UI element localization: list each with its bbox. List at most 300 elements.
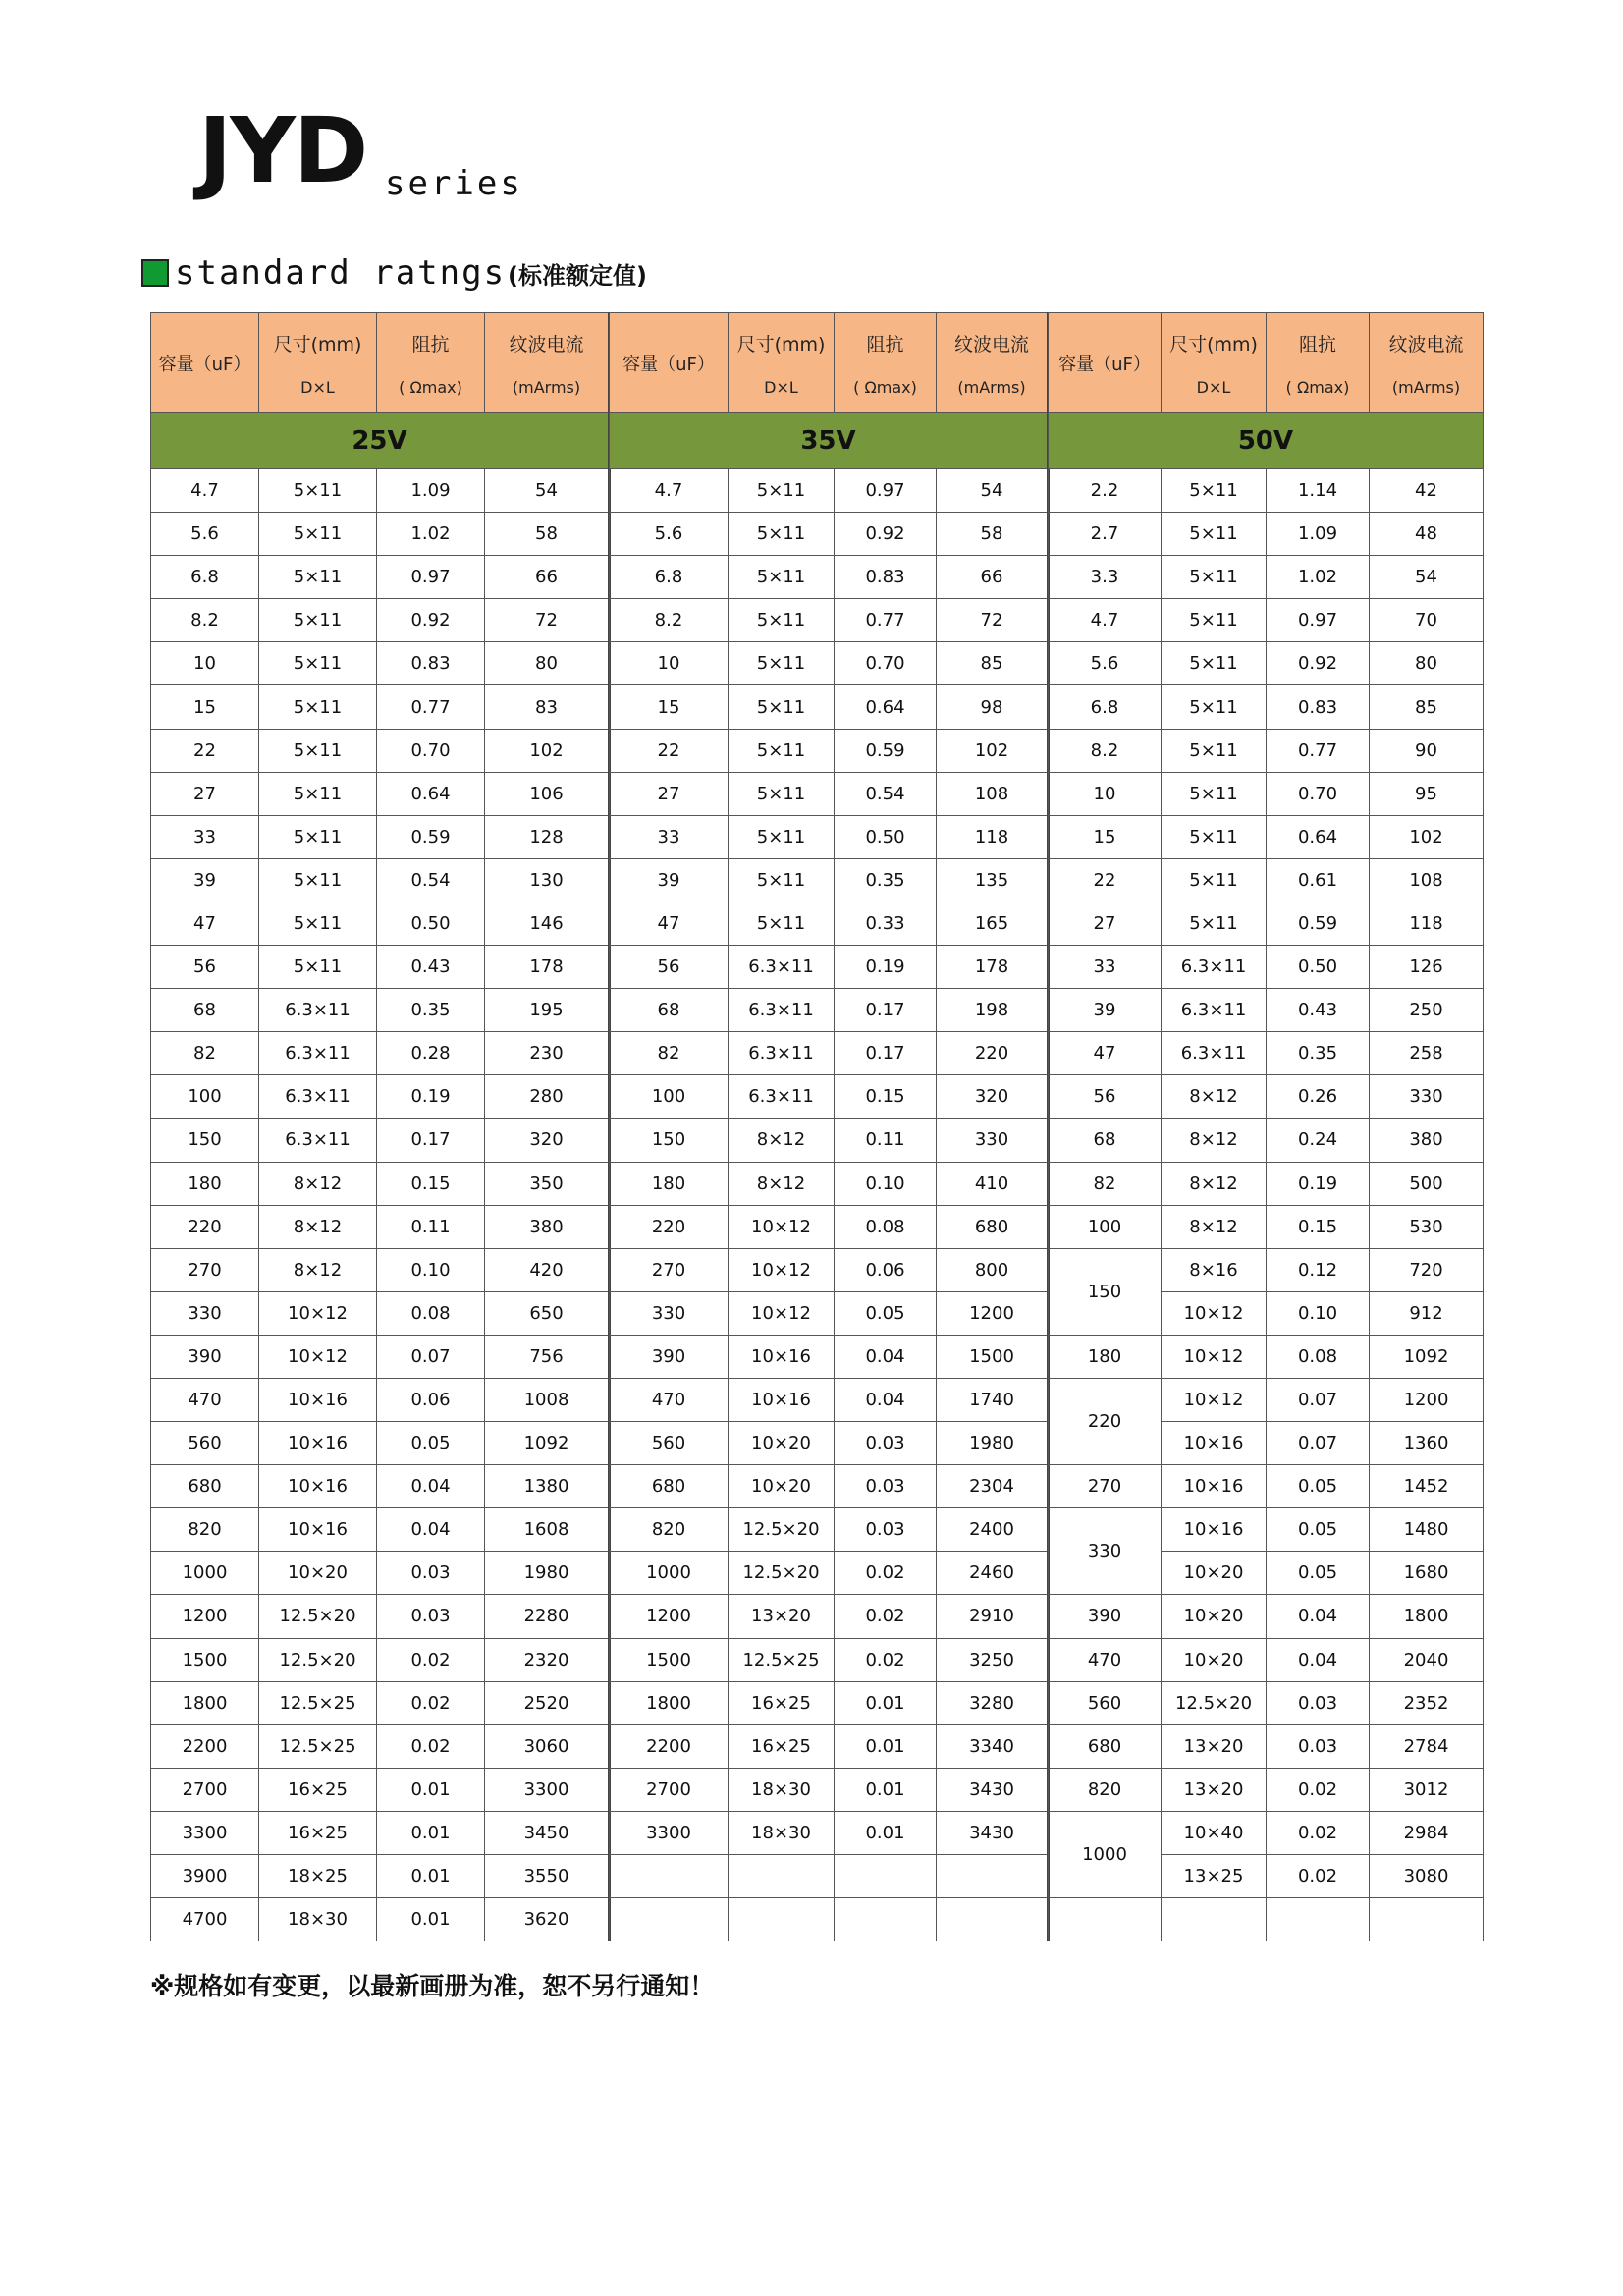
impedance-cell: 0.03 [377, 1595, 485, 1638]
ripple-cell: 3060 [485, 1724, 610, 1768]
capacitance-cell: 6.8 [610, 556, 729, 599]
capacitance-cell: 560 [610, 1422, 729, 1465]
impedance-cell: 0.02 [1267, 1768, 1370, 1811]
capacitance-cell: 330 [610, 1291, 729, 1335]
table-row [610, 815, 1049, 858]
ripple-cell: 800 [937, 1248, 1049, 1291]
impedance-cell: 0.70 [1267, 772, 1370, 815]
impedance-cell: 0.03 [377, 1552, 485, 1595]
impedance-cell: 0.01 [835, 1768, 937, 1811]
header-size [729, 313, 835, 413]
impedance-cell: 0.01 [835, 1811, 937, 1854]
impedance-cell: 0.70 [377, 729, 485, 772]
ripple-cell: 54 [485, 469, 610, 513]
ripple-cell: 165 [937, 902, 1049, 945]
ripple-cell: 1380 [485, 1465, 610, 1508]
capacitance-cell: 560 [1049, 1681, 1162, 1724]
ripple-cell: 320 [485, 1119, 610, 1162]
impedance-cell: 0.43 [1267, 989, 1370, 1032]
table-row [1049, 1075, 1484, 1119]
size-cell: 6.3×11 [729, 989, 835, 1032]
ripple-cell: 2304 [937, 1465, 1049, 1508]
table-row [610, 1119, 1049, 1162]
table-row [610, 1595, 1049, 1638]
size-cell: 5×11 [259, 729, 377, 772]
impedance-cell: 0.70 [835, 642, 937, 685]
table-row [151, 1291, 610, 1335]
capacitance-cell: 82 [1049, 1162, 1162, 1205]
impedance-cell: 0.35 [377, 989, 485, 1032]
impedance-cell: 0.02 [835, 1552, 937, 1595]
size-cell: 8×12 [259, 1162, 377, 1205]
table-row [1049, 858, 1484, 902]
table-row [610, 729, 1049, 772]
impedance-cell: 0.61 [1267, 858, 1370, 902]
size-cell [729, 1898, 835, 1941]
capacitance-cell: 82 [610, 1032, 729, 1075]
ripple-cell: 2520 [485, 1681, 610, 1724]
ripple-cell: 230 [485, 1032, 610, 1075]
table-row [1049, 642, 1484, 685]
size-cell: 5×11 [1162, 642, 1267, 685]
voltage-row [151, 413, 610, 469]
header-ripple-current-line1: 纹波电流 [1388, 333, 1464, 355]
header-row [610, 313, 1049, 413]
impedance-cell: 0.50 [1267, 946, 1370, 989]
ripple-cell: 54 [1370, 556, 1484, 599]
size-cell: 5×11 [259, 642, 377, 685]
table-row [151, 556, 610, 599]
ripple-cell: 330 [1370, 1075, 1484, 1119]
table-row [1049, 729, 1484, 772]
header-impedance-line2: ( Ωmax) [853, 377, 917, 397]
impedance-cell: 0.04 [835, 1378, 937, 1421]
table-row [610, 1552, 1049, 1595]
impedance-cell: 0.02 [835, 1638, 937, 1681]
size-cell: 16×25 [729, 1681, 835, 1724]
impedance-cell: 0.15 [377, 1162, 485, 1205]
ripple-cell: 85 [937, 642, 1049, 685]
size-cell: 5×11 [729, 772, 835, 815]
ripple-cell: 1480 [1370, 1508, 1484, 1552]
ripple-cell: 410 [937, 1162, 1049, 1205]
impedance-cell: 0.10 [1267, 1291, 1370, 1335]
capacitance-cell: 4.7 [610, 469, 729, 513]
header-impedance-line2: ( Ωmax) [399, 377, 462, 397]
capacitance-cell: 56 [151, 946, 259, 989]
header-capacitance-label: 容量（uF） [158, 354, 251, 375]
capacitance-cell: 5.6 [151, 513, 259, 556]
ripple-cell: 1092 [1370, 1335, 1484, 1378]
header-capacitance-label: 容量（uF） [1058, 354, 1151, 375]
capacitance-cell: 270 [1049, 1465, 1162, 1508]
size-cell: 8×12 [1162, 1162, 1267, 1205]
capacitance-cell: 22 [610, 729, 729, 772]
impedance-cell: 0.19 [1267, 1162, 1370, 1205]
size-cell: 10×16 [729, 1378, 835, 1421]
capacitance-cell: 39 [610, 858, 729, 902]
table-row [1049, 1465, 1484, 1508]
table-row [151, 772, 610, 815]
impedance-cell: 0.35 [835, 858, 937, 902]
impedance-cell: 0.01 [377, 1898, 485, 1941]
ripple-cell: 912 [1370, 1291, 1484, 1335]
table-row [1049, 772, 1484, 815]
size-cell: 10×20 [1162, 1552, 1267, 1595]
ripple-cell: 58 [937, 513, 1049, 556]
ripple-cell: 3550 [485, 1855, 610, 1898]
table-row [610, 1422, 1049, 1465]
size-cell: 5×11 [729, 685, 835, 729]
table-row [610, 902, 1049, 945]
size-cell: 12.5×25 [259, 1681, 377, 1724]
table-row [610, 1724, 1049, 1768]
size-cell: 10×12 [729, 1248, 835, 1291]
table-row [610, 685, 1049, 729]
size-cell: 10×20 [729, 1422, 835, 1465]
ripple-cell: 48 [1370, 513, 1484, 556]
capacitance-cell: 4.7 [151, 469, 259, 513]
table-row [1049, 1898, 1484, 1941]
capacitance-cell: 3.3 [1049, 556, 1162, 599]
table-row [610, 946, 1049, 989]
table-row [610, 1032, 1049, 1075]
ripple-cell: 3340 [937, 1724, 1049, 1768]
capacitance-cell [1049, 1898, 1162, 1941]
impedance-cell: 0.92 [377, 599, 485, 642]
size-cell: 12.5×20 [1162, 1681, 1267, 1724]
impedance-cell: 0.01 [377, 1811, 485, 1854]
table-row [151, 1768, 610, 1811]
size-cell: 6.3×11 [729, 1075, 835, 1119]
table-row [610, 1898, 1049, 1941]
capacitance-cell: 150 [1049, 1248, 1162, 1335]
voltage-row [1049, 413, 1484, 469]
impedance-cell: 0.33 [835, 902, 937, 945]
ripple-cell: 1608 [485, 1508, 610, 1552]
capacitance-cell: 33 [1049, 946, 1162, 989]
impedance-cell: 0.06 [377, 1378, 485, 1421]
table-row [151, 513, 610, 556]
impedance-cell: 0.10 [377, 1248, 485, 1291]
ripple-cell: 80 [1370, 642, 1484, 685]
capacitance-cell: 220 [1049, 1378, 1162, 1464]
header-size-line2: D×L [300, 377, 335, 397]
impedance-cell [1267, 1898, 1370, 1941]
table-row [610, 513, 1049, 556]
table-row [610, 1811, 1049, 1854]
capacitance-cell: 1000 [610, 1552, 729, 1595]
size-cell: 5×11 [1162, 469, 1267, 513]
impedance-cell: 0.05 [377, 1422, 485, 1465]
table-row [151, 815, 610, 858]
size-cell: 5×11 [729, 513, 835, 556]
impedance-cell: 0.97 [1267, 599, 1370, 642]
table-row [610, 1508, 1049, 1552]
impedance-cell: 0.08 [377, 1291, 485, 1335]
table-row [151, 1811, 610, 1854]
impedance-cell: 0.17 [835, 989, 937, 1032]
capacitance-cell: 1000 [151, 1552, 259, 1595]
capacitance-cell: 2.2 [1049, 469, 1162, 513]
capacitance-cell: 6.8 [1049, 685, 1162, 729]
series-subtitle: series [385, 164, 523, 203]
size-cell: 12.5×20 [729, 1552, 835, 1595]
impedance-cell: 0.04 [835, 1335, 937, 1378]
header-impedance-line2: ( Ωmax) [1285, 377, 1350, 397]
size-cell: 5×11 [1162, 815, 1267, 858]
impedance-cell: 0.01 [835, 1681, 937, 1724]
impedance-cell: 0.15 [835, 1075, 937, 1119]
ripple-cell: 118 [937, 815, 1049, 858]
ripple-cell: 178 [937, 946, 1049, 989]
table-row [1049, 989, 1484, 1032]
capacitance-cell: 330 [151, 1291, 259, 1335]
ripple-cell: 2040 [1370, 1638, 1484, 1681]
impedance-cell: 0.03 [835, 1422, 937, 1465]
voltage-row [610, 413, 1049, 469]
table-row [1049, 513, 1484, 556]
capacitance-cell: 2.7 [1049, 513, 1162, 556]
header-impedance [377, 313, 485, 413]
table-row [610, 1075, 1049, 1119]
capacitance-cell: 680 [610, 1465, 729, 1508]
capacitance-cell: 47 [610, 902, 729, 945]
table-row [151, 946, 610, 989]
impedance-cell: 0.01 [377, 1855, 485, 1898]
ripple-cell: 1452 [1370, 1465, 1484, 1508]
ripple-cell [937, 1855, 1049, 1898]
header-impedance-line1: 阻抗 [411, 333, 450, 355]
size-cell: 18×25 [259, 1855, 377, 1898]
ripple-cell: 178 [485, 946, 610, 989]
ripple-cell: 650 [485, 1291, 610, 1335]
impedance-cell: 0.59 [835, 729, 937, 772]
table-row [610, 1855, 1049, 1898]
size-cell: 12.5×20 [259, 1595, 377, 1638]
table-row [1049, 946, 1484, 989]
capacitance-cell: 2700 [151, 1768, 259, 1811]
table-row [610, 1638, 1049, 1681]
table-row [1049, 1162, 1484, 1205]
size-cell: 18×30 [729, 1768, 835, 1811]
capacitance-cell: 180 [610, 1162, 729, 1205]
table-row [1049, 1638, 1484, 1681]
capacitance-cell: 3300 [151, 1811, 259, 1854]
ripple-cell: 72 [485, 599, 610, 642]
capacitance-cell: 15 [151, 685, 259, 729]
impedance-cell: 0.64 [377, 772, 485, 815]
impedance-cell: 0.07 [377, 1335, 485, 1378]
size-cell: 5×11 [259, 513, 377, 556]
section-heading [141, 253, 647, 293]
size-cell: 10×12 [1162, 1335, 1267, 1378]
capacitance-cell: 39 [1049, 989, 1162, 1032]
capacitance-cell: 330 [1049, 1508, 1162, 1595]
size-cell: 18×30 [259, 1898, 377, 1941]
ratings-table-35v [609, 312, 1050, 1941]
ripple-cell: 500 [1370, 1162, 1484, 1205]
table-row [151, 1032, 610, 1075]
ripple-cell: 42 [1370, 469, 1484, 513]
capacitance-cell: 820 [1049, 1768, 1162, 1811]
ripple-cell: 66 [937, 556, 1049, 599]
ripple-cell: 130 [485, 858, 610, 902]
ripple-cell: 1360 [1370, 1422, 1484, 1465]
impedance-cell [835, 1898, 937, 1941]
impedance-cell: 0.04 [1267, 1638, 1370, 1681]
size-cell: 16×25 [729, 1724, 835, 1768]
capacitance-cell: 2200 [151, 1724, 259, 1768]
impedance-cell: 0.04 [377, 1508, 485, 1552]
table-row [610, 1248, 1049, 1291]
ripple-cell: 3280 [937, 1681, 1049, 1724]
ripple-cell: 3430 [937, 1768, 1049, 1811]
ripple-cell: 98 [937, 685, 1049, 729]
capacitance-cell: 15 [610, 685, 729, 729]
ripple-cell: 720 [1370, 1248, 1484, 1291]
impedance-cell: 0.35 [1267, 1032, 1370, 1075]
impedance-cell: 0.19 [835, 946, 937, 989]
table-row [1049, 902, 1484, 945]
table-row [610, 1205, 1049, 1248]
capacitance-cell: 33 [610, 815, 729, 858]
impedance-cell: 0.07 [1267, 1422, 1370, 1465]
impedance-cell: 0.19 [377, 1075, 485, 1119]
size-cell: 5×11 [259, 469, 377, 513]
impedance-cell: 0.17 [377, 1119, 485, 1162]
capacitance-cell: 680 [1049, 1724, 1162, 1768]
ratings-table-25v [150, 312, 611, 1941]
capacitance-cell: 1800 [151, 1681, 259, 1724]
capacitance-cell: 820 [610, 1508, 729, 1552]
size-cell: 5×11 [729, 902, 835, 945]
capacitance-cell: 150 [610, 1119, 729, 1162]
table-row [1049, 1681, 1484, 1724]
capacitance-cell: 1500 [610, 1638, 729, 1681]
size-cell: 5×11 [259, 858, 377, 902]
table-row [151, 642, 610, 685]
ripple-cell: 72 [937, 599, 1049, 642]
size-cell: 10×16 [259, 1508, 377, 1552]
size-cell: 10×20 [1162, 1638, 1267, 1681]
size-cell: 5×11 [1162, 902, 1267, 945]
size-cell: 10×16 [1162, 1422, 1267, 1465]
ripple-cell [1370, 1898, 1484, 1941]
size-cell: 5×11 [259, 772, 377, 815]
size-cell: 5×11 [259, 685, 377, 729]
table-row [1049, 1724, 1484, 1768]
impedance-cell: 0.11 [377, 1205, 485, 1248]
voltage-label: 50V [1049, 413, 1484, 469]
impedance-cell: 0.59 [1267, 902, 1370, 945]
impedance-cell: 0.05 [1267, 1508, 1370, 1552]
capacitance-cell: 1200 [610, 1595, 729, 1638]
impedance-cell: 0.28 [377, 1032, 485, 1075]
table-row [151, 1898, 610, 1941]
impedance-cell: 0.02 [377, 1724, 485, 1768]
impedance-cell: 0.15 [1267, 1205, 1370, 1248]
table-row [151, 1162, 610, 1205]
impedance-cell: 0.83 [377, 642, 485, 685]
size-cell: 5×11 [259, 815, 377, 858]
size-cell: 5×11 [1162, 556, 1267, 599]
header-ripple-current [485, 313, 610, 413]
capacitance-cell: 27 [1049, 902, 1162, 945]
ripple-cell: 380 [485, 1205, 610, 1248]
size-cell: 5×11 [1162, 599, 1267, 642]
capacitance-cell: 470 [610, 1378, 729, 1421]
ripple-cell: 66 [485, 556, 610, 599]
size-cell [729, 1855, 835, 1898]
table-row [1049, 1595, 1484, 1638]
ripple-cell: 118 [1370, 902, 1484, 945]
ripple-cell: 3430 [937, 1811, 1049, 1854]
ripple-cell: 80 [485, 642, 610, 685]
header-capacitance [151, 313, 259, 413]
table-row [1049, 685, 1484, 729]
capacitance-cell: 33 [151, 815, 259, 858]
ripple-cell: 1500 [937, 1335, 1049, 1378]
capacitance-cell: 68 [151, 989, 259, 1032]
table-row [151, 902, 610, 945]
size-cell: 12.5×25 [259, 1724, 377, 1768]
capacitance-cell: 68 [1049, 1119, 1162, 1162]
header-size-line2: D×L [764, 377, 798, 397]
table-row [151, 1335, 610, 1378]
ripple-cell: 3012 [1370, 1768, 1484, 1811]
green-square-icon [141, 259, 169, 287]
ripple-cell: 3300 [485, 1768, 610, 1811]
size-cell: 12.5×20 [259, 1638, 377, 1681]
size-cell [1162, 1898, 1267, 1941]
ripple-cell: 250 [1370, 989, 1484, 1032]
capacitance-cell: 560 [151, 1422, 259, 1465]
impedance-cell: 0.01 [377, 1768, 485, 1811]
impedance-cell: 0.08 [1267, 1335, 1370, 1378]
impedance-cell: 0.43 [377, 946, 485, 989]
series-title: JYD [198, 98, 367, 203]
ripple-cell: 198 [937, 989, 1049, 1032]
size-cell: 10×16 [1162, 1508, 1267, 1552]
capacitance-cell: 47 [1049, 1032, 1162, 1075]
capacitance-cell: 10 [610, 642, 729, 685]
size-cell: 5×11 [729, 729, 835, 772]
impedance-cell: 0.92 [835, 513, 937, 556]
impedance-cell: 0.92 [1267, 642, 1370, 685]
table-row [1049, 815, 1484, 858]
table-row [151, 1681, 610, 1724]
ripple-cell: 530 [1370, 1205, 1484, 1248]
size-cell: 5×11 [259, 599, 377, 642]
capacitance-cell: 68 [610, 989, 729, 1032]
header-impedance-line1: 阻抗 [866, 333, 904, 355]
impedance-cell: 0.64 [1267, 815, 1370, 858]
capacitance-cell: 47 [151, 902, 259, 945]
capacitance-cell: 100 [610, 1075, 729, 1119]
capacitance-cell: 1800 [610, 1681, 729, 1724]
section-title: standard ratngs [175, 253, 507, 293]
impedance-cell: 1.02 [377, 513, 485, 556]
size-cell: 10×16 [729, 1335, 835, 1378]
table-row [151, 1724, 610, 1768]
size-cell: 6.3×11 [1162, 989, 1267, 1032]
table-row [151, 1552, 610, 1595]
ripple-cell: 380 [1370, 1119, 1484, 1162]
impedance-cell: 0.10 [835, 1162, 937, 1205]
size-cell: 8×12 [259, 1248, 377, 1291]
impedance-cell: 0.02 [835, 1595, 937, 1638]
